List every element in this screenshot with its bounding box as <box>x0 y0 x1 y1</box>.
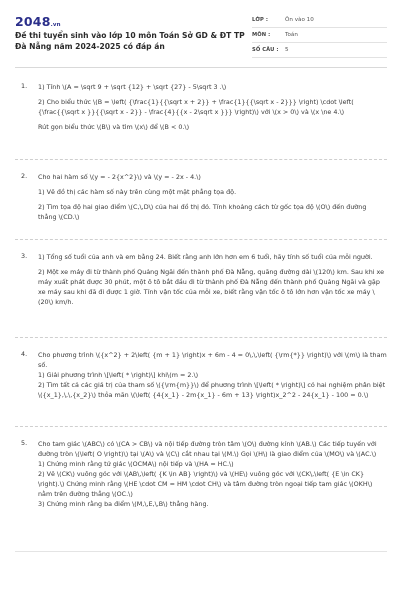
meta-label: MÔN : <box>252 32 271 38</box>
question-4 <box>15 338 387 427</box>
question-3 <box>15 240 387 338</box>
meta-value: Toán <box>285 32 298 38</box>
question-paragraph: Cho hai hàm số \(y = - 2{x^2}\) và \(y = - 2x - 4.\) <box>38 173 201 181</box>
question-paragraph: 2) Tìm tọa độ hai giao điểm \(C,\,D\) của hai đồ thị đó. Tính khoảng cách từ gốc tọa độ \(O\) đến đường thẳng \(CD.\) <box>38 203 367 221</box>
question-paragraph: 1) Tính \(A = \sqrt 9 + \sqrt {12} + \sqrt {27} - 5\sqrt 3 .\) <box>38 83 227 91</box>
meta-value: Ôn vào 10 <box>285 17 314 23</box>
question-number: 2. <box>21 172 28 180</box>
question-paragraph: 3) Chứng minh rằng ba điểm \(M,\,E,\,B\) thẳng hàng. <box>38 500 209 508</box>
page-header <box>0 0 400 68</box>
question-paragraph: Cho phương trình \({x^2} + 2\left( {m + 1} \right)x + 6m - 4 = 0\,\,\left( {\rm{*}} \right)\) với \(m\) là tham số. <box>38 351 387 369</box>
logo-main: 2048 <box>15 14 51 29</box>
question-paragraph: 1) Tổng số tuổi của anh và em bằng 24. Biết rằng anh lớn hơn em 6 tuổi, hãy tính số tuổi của mỗi người. <box>38 253 373 261</box>
document-title: Đề thi tuyển sinh vào lớp 10 môn Toán Sở GD & ĐT TP Đà Nẵng năm 2024-2025 có đáp án <box>15 31 245 51</box>
question-paragraph: Cho tam giác \(ABC\) có \(CA > CB\) và nội tiếp đường tròn tâm \(O\) đường kính \(AB.\) Các tiếp tuyến với đường tròn \(\left( O \right)\) tại \(A\) và \(C\) cắt nhau tại \(M.\) Gọi \(H\) là giao điểm của \(MO\) và \(AC.\) <box>38 440 377 458</box>
meta-row-subject <box>252 28 387 43</box>
question-number: 4. <box>21 350 28 358</box>
question-body <box>38 172 387 222</box>
question-paragraph: 2) Cho biểu thức \(B = \left( {\frac{1}{{\sqrt x + 2}} + \frac{1}{{\sqrt x - 2}}} \right) \cdot \left( {\frac{{\sqrt x }}{{\sqrt x - 2}} - \frac{4}{{x - 2\sqrt x }}} \right)\) với \(x > 0\) và \(x \ne 4.\) <box>38 98 354 116</box>
question-paragraph: 2) Một xe máy đi từ thành phố Quảng Ngãi đến thành phố Đà Nẵng, quãng đường dài \(120\) km. Sau khi xe máy xuất phát được 30 phút, một ô tô bắt đầu đi từ thành phố Đà Nẵng đến thành phố Quảng Ngãi và gặp xe máy sau khi đã đi được 1 giờ. Tính vận tốc của mỗi xe, biết rằng vận tốc ô tô lớn hơn vận tốc xe máy \(20\) km/h. <box>38 268 385 306</box>
question-paragraph: Rút gọn biểu thức \(B\) và tìm \(x\) để \(B < 0.\) <box>38 123 190 131</box>
logo-suffix: .vn <box>50 22 61 28</box>
question-2 <box>15 160 387 240</box>
question-5 <box>15 427 387 552</box>
question-number: 5. <box>21 439 28 447</box>
meta-label: LỚP : <box>252 17 269 23</box>
question-paragraph: 2) Vẽ \(CK\) vuông góc với \(AB\,\left( {K \in AB} \right)\) và \(HE\) vuông góc với \(CK\,\left( {E \in CK} \right).\) Chứng minh rằng \(HE \cdot CM = HM \cdot CH\) và tâm đường tròn ngoại tiếp tam giác \(OKH\) nằm trên đường thẳng \(OC.\) <box>38 470 373 498</box>
question-body <box>38 82 387 132</box>
question-paragraph: 2) Tìm tất cả các giá trị của tham số \({\rm{m}}\) để phương trình \[\left( * \right)\] có hai nghiệm phân biệt \({x_1},\,\,{x_2}\) thỏa mãn \(\left( {4{x_1} - 2m{x_1} - 6m + 13} \right)x_2^2 - 24{x_1} - 100 = 0.\) <box>38 381 386 399</box>
site-logo[interactable] <box>15 14 61 29</box>
meta-row-class <box>252 13 387 28</box>
header-divider <box>15 67 387 68</box>
meta-label: SỐ CÂU : <box>252 47 279 53</box>
question-number: 3. <box>21 252 28 260</box>
question-paragraph: 1) Vẽ đồ thị các hàm số này trên cùng một mặt phẳng tọa độ. <box>38 188 237 196</box>
meta-panel <box>252 13 387 58</box>
question-number: 1. <box>21 82 28 90</box>
question-body <box>38 439 387 509</box>
question-body <box>38 252 387 307</box>
question-body <box>38 350 387 400</box>
question-paragraph: 1) Chứng minh rằng tứ giác \(OCMA\) nội tiếp và \(HA = HC.\) <box>38 460 234 468</box>
meta-value: 5 <box>285 47 289 53</box>
question-paragraph: 1) Giải phương trình \[\left( * \right)\] khi\(m = 2.\) <box>38 371 199 379</box>
question-list <box>15 70 387 552</box>
meta-row-question-count <box>252 43 387 58</box>
question-1 <box>15 70 387 160</box>
